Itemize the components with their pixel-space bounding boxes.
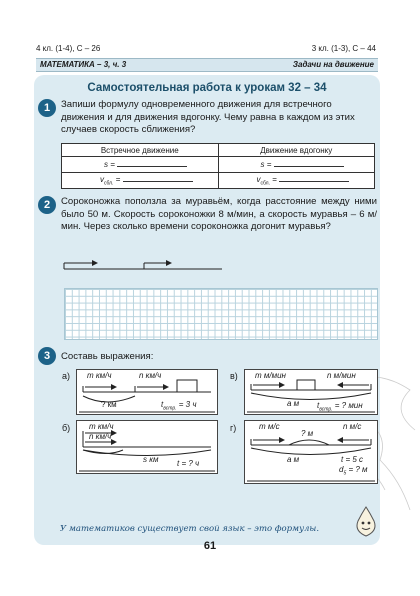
task-1-text: Запиши формулу одновременного движения для встречного движения и для движения вдогонку. Чему равна в каждом из этих случаев скорость сближения? [61,99,355,136]
part-v-letter: в) [230,371,238,381]
v-speed-2: n м/мин [327,371,356,380]
part-a-letter: а) [62,371,71,381]
g-distance-question: $d_5$ = ? м [339,465,368,477]
part-g-letter: г) [230,423,237,433]
a-speed-2: n км/ч [139,371,162,380]
formula-table [61,143,375,189]
corner-left-label: 4 кл. (1-4), С – 26 [36,44,101,53]
v-distance: a м [287,399,300,408]
page-header [36,58,378,72]
task-number-2: 2 [38,196,56,214]
b-speed-1: m км/ч [89,422,114,431]
col-head-oncoming: Встречное движение [62,144,219,157]
a-distance: ? км [101,400,117,409]
oncoming-v-row: $v_{сбл.}$ = [62,173,219,189]
task-2-text: Сороконожка поползла за муравьём, когда расстояние между ними было 50 м. Скорость сороконожки 8 м/мин, а скорость муравья – 6 м/мин. Через сколько времени сороконожка догонит муравья? [61,196,377,233]
g-speed-1: m м/с [259,422,280,431]
b-distance: s км [143,455,159,464]
motto: У математиков существует свой язык – это формулы. [60,524,320,534]
page-title: Самостоятельная работа к урокам 32 – 34 [87,82,327,94]
diagram-a [76,369,218,415]
col-head-pursuit: Движение вдогонку [218,144,375,157]
task-3-text: Составь выражения: [61,351,154,362]
pursuit-diagram [62,255,232,275]
g-time: t = 5 с [341,455,364,464]
v-speed-1: m м/мин [255,371,286,380]
g-speed-2: n м/с [343,422,362,431]
pursuit-v-row: $v_{сбл.}$ = [218,173,375,189]
corner-right-label: 3 кл. (1-3), С – 44 [311,44,376,53]
diagram-v [244,369,378,415]
v-time: $t_{встр.}$ = ? мин [317,401,363,413]
task-number-3: 3 [38,347,56,365]
diagram-b [76,420,218,474]
b-time: t = ? ч [177,459,200,468]
g-gap: ? м [301,429,314,438]
pursuit-s-row: s = [218,157,375,173]
task-number-1: 1 [38,99,56,117]
b-speed-2: n км/ч [89,432,112,441]
oncoming-s-row: s = [62,157,219,173]
a-time: $t_{встр.} = 3$ ч [161,400,197,412]
page-number: 61 [203,540,217,552]
header-topic: Задачи на движение [292,60,374,69]
answer-grid[interactable] [64,288,378,340]
onion-mascot-icon [352,503,380,539]
part-b-letter: б) [62,423,71,433]
a-speed-1: m км/ч [87,371,112,380]
g-distance: a м [287,455,300,464]
diagram-g [244,420,378,484]
header-subject: МАТЕМАТИКА – 3, ч. 3 [40,60,127,69]
